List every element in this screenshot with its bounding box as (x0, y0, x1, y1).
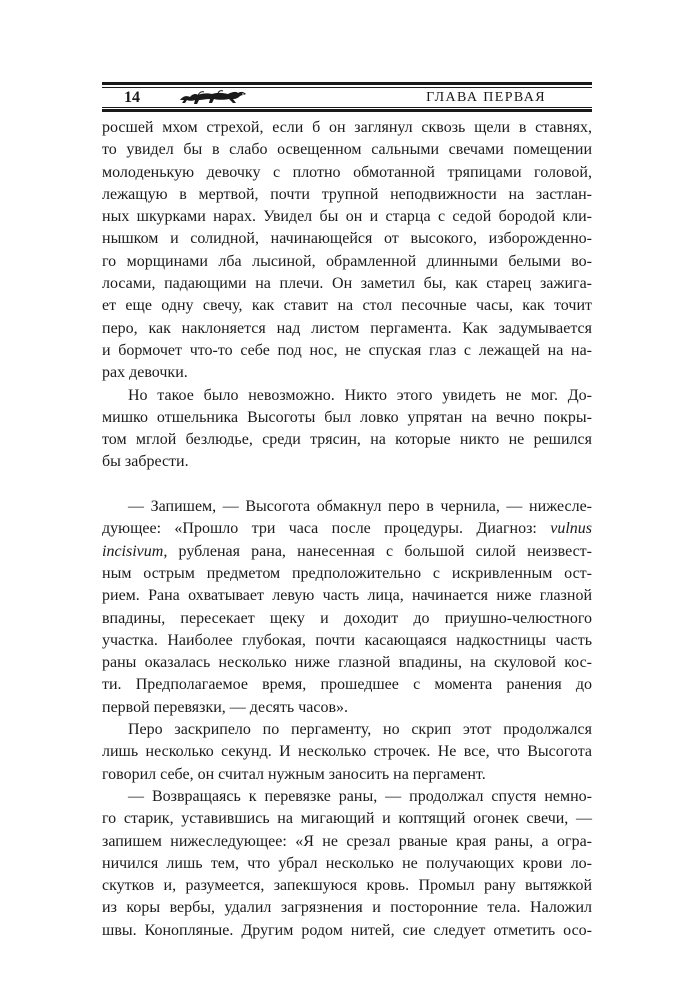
text-line: и бормочет что-то себе под нос, не спуская глаз с лежащей на на- (102, 341, 592, 359)
text-line: рах девочки. (102, 364, 188, 382)
text-line (102, 518, 592, 540)
text-line: мишко отшельника Высоготы был ловко упрятан на вечно покры- (102, 408, 592, 426)
text-line: швы. Конопляные. Другим родом нитей, сие следует отметить осо- (102, 921, 592, 939)
text-line: лосами, падающими на плечи. Он заметил бы, как старец зажига- (102, 275, 592, 293)
text-line: го старик, уставившись на мигающий и коптящий огонек свечи, — (102, 810, 592, 828)
running-beast-ornament-icon (178, 89, 250, 106)
text-line: лежащую в мертвой, почти трупной неподвижности на застлан- (102, 185, 592, 203)
header-rule-bottom-thick (102, 109, 592, 112)
text-line: рием. Рана охватывает левую часть лица, начинается ниже глазной (102, 587, 592, 605)
text-line: бы забрести. (102, 453, 189, 471)
text-line: впадины, пересекает щеку и доходит до приушно-челюстного (102, 609, 592, 627)
text-line: скутков и, разумеется, запекшуюся кровь. Промыл рану вытяжкой (102, 877, 592, 895)
text-line: ных шкурками нарах. Увидел бы он и старца с седой бородой кли- (102, 208, 592, 226)
text-line: ет еще одну свечу, как ставит на стол песочные часы, как точит (102, 297, 592, 315)
text-line: нышком и солидной, начинающейся от высокого, изборожденно- (102, 230, 592, 248)
text-line: ным острым предметом предположительно с искривленным ост- (102, 564, 592, 582)
text-line (102, 541, 592, 563)
body-text (102, 117, 592, 942)
latin-term: incisivum, (102, 542, 168, 560)
header-rule-top-thin (102, 87, 592, 88)
text-line: молоденькую девочку с плотно обмотанной тряпицами головой, (102, 163, 592, 181)
text-line: ничился лишь тем, что убрал несколько не получающих крови ло- (102, 854, 592, 872)
latin-term: vulnus (550, 520, 592, 538)
header-rule-top-thick (102, 82, 592, 85)
text-line: из коры вербы, удалил загрязнения и посторонние тела. Наложил (102, 899, 592, 917)
text-line: ти. Предполагаемое время, прошедшее с момента ранения до (102, 676, 592, 694)
text-line: раны оказалась несколько ниже глазной впадины, на скуловой кос- (102, 654, 592, 672)
text-line: то увидел бы в слабо освещенном сальными свечами помещении (102, 141, 592, 159)
text-line: лишь несколько секунд. И несколько строчек. Не все, что Высогота (102, 743, 592, 761)
text-line: Перо заскрипело по пергаменту, но скрип этот продолжался (128, 721, 592, 739)
text-line: — Запишем, — Высогота обмакнул перо в чернила, — нижесле- (128, 498, 592, 516)
header-rule-bottom-thin (102, 107, 592, 108)
text-line: го морщинами лба лысиной, обрамленной длинными белыми во- (102, 252, 592, 270)
text-line: участка. Наиболее глубокая, почти касающаяся надкостницы часть (102, 631, 592, 649)
section-break (102, 474, 592, 496)
text-line: — Возвращаясь к перевязке раны, — продолжал спустя немно- (128, 787, 592, 805)
text-line: запишем нижеследующее: «Я не срезал рваные края раны, а огра- (102, 832, 592, 850)
chapter-title: ГЛАВА ПЕРВАЯ (426, 90, 546, 105)
text-line: том мглой безлюдье, среди трясин, на которые никто не решился (102, 431, 592, 449)
text-line: первой перевязки, — десять часов». (102, 698, 348, 716)
text-line: говорил себе, он считал нужным заносить на пергамент. (102, 765, 486, 783)
running-header (102, 82, 592, 112)
page-number: 14 (124, 89, 140, 106)
text-segment: рубленая рана, нанесенная с большой силой неизвест- (167, 542, 592, 560)
text-line: росшей мхом стрехой, если б он заглянул сквозь щели в ставнях, (102, 119, 592, 136)
text-line: Но такое было невозможно. Никто этого увидеть не мог. До- (128, 386, 592, 404)
text-segment: дующее: «Прошло три часа после процедуры. Диагноз: (102, 520, 551, 538)
text-line: перо, как наклоняется над листом пергамента. Как задумывается (102, 319, 592, 337)
